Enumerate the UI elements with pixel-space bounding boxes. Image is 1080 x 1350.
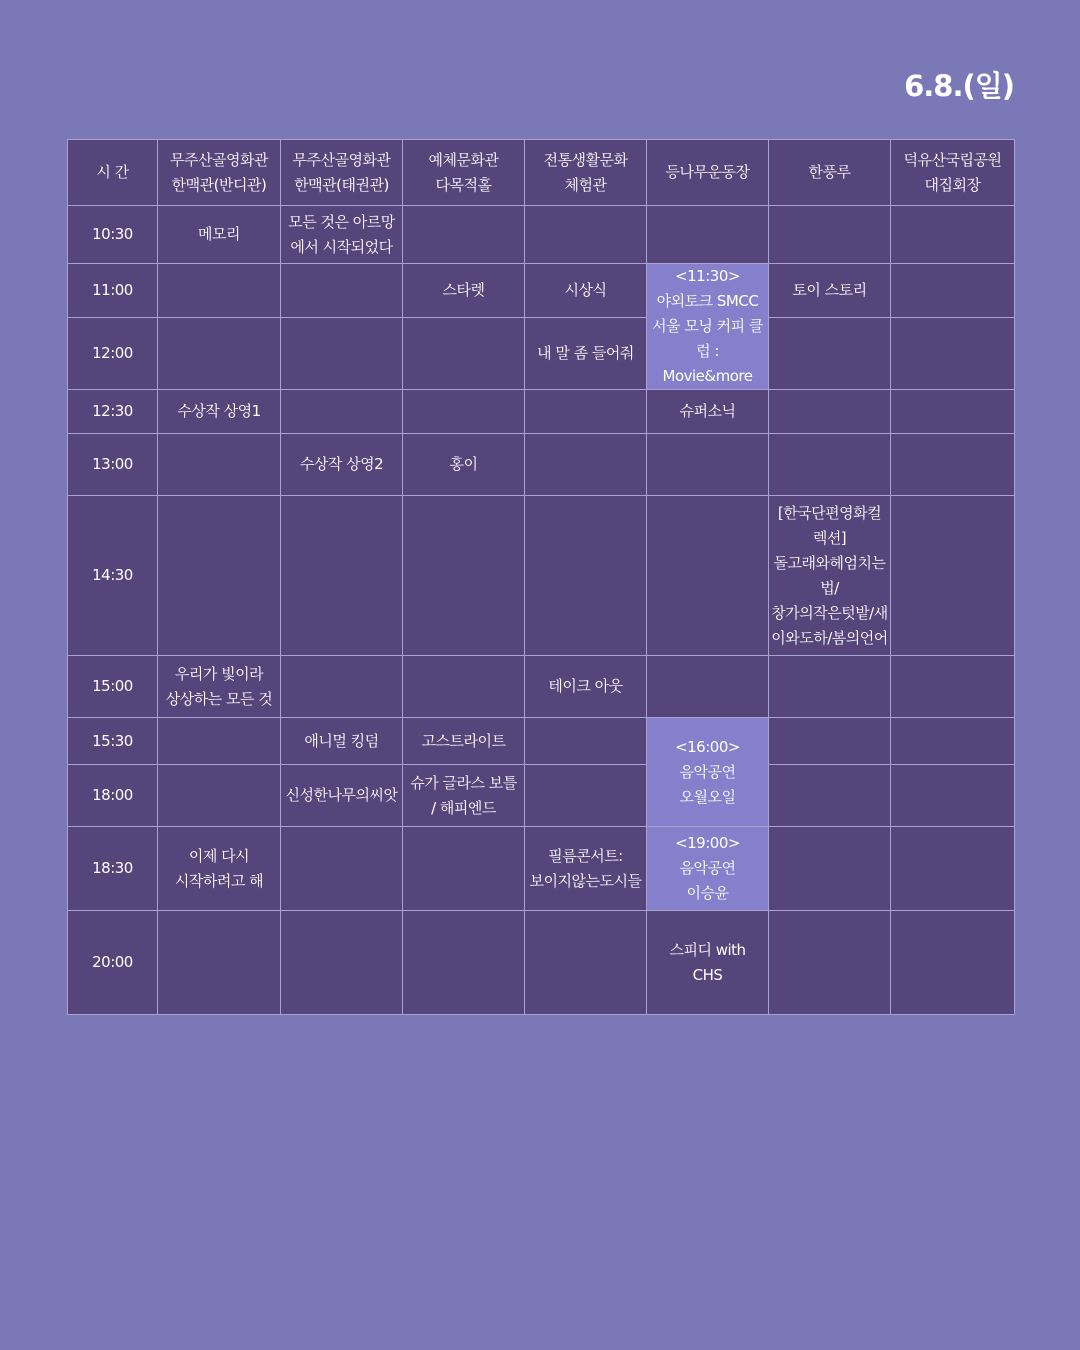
empty-cell xyxy=(525,390,647,434)
empty-cell xyxy=(769,827,891,911)
time-cell: 12:00 xyxy=(68,318,158,390)
empty-cell xyxy=(891,434,1015,496)
empty-cell xyxy=(769,718,891,765)
header-venue-wisteria: 등나무운동장 xyxy=(647,140,769,206)
event-cell: 스타렛 xyxy=(403,264,525,318)
empty-cell xyxy=(158,496,281,656)
empty-cell xyxy=(403,390,525,434)
time-cell: 18:00 xyxy=(68,765,158,827)
empty-cell xyxy=(403,318,525,390)
table-row xyxy=(68,496,1015,656)
table-row xyxy=(68,911,1015,1015)
empty-cell xyxy=(891,496,1015,656)
empty-cell xyxy=(403,911,525,1015)
time-cell: 12:30 xyxy=(68,390,158,434)
empty-cell xyxy=(647,496,769,656)
header-venue-culture-hall: 예체문화관 다목적홀 xyxy=(403,140,525,206)
empty-cell xyxy=(891,318,1015,390)
empty-cell xyxy=(158,318,281,390)
table-row xyxy=(68,390,1015,434)
empty-cell xyxy=(647,206,769,264)
empty-cell xyxy=(525,206,647,264)
event-cell: 신성한나무의씨앗 xyxy=(281,765,403,827)
header-venue-hanpungru: 한풍루 xyxy=(769,140,891,206)
event-cell: 스피디 with CHS xyxy=(647,911,769,1015)
time-cell: 10:30 xyxy=(68,206,158,264)
empty-cell xyxy=(281,656,403,718)
empty-cell xyxy=(525,911,647,1015)
event-cell: 내 말 좀 들어줘 xyxy=(525,318,647,390)
empty-cell xyxy=(891,765,1015,827)
empty-cell xyxy=(525,434,647,496)
time-cell: 20:00 xyxy=(68,911,158,1015)
table-row xyxy=(68,827,1015,911)
empty-cell xyxy=(158,264,281,318)
schedule-table xyxy=(67,139,1015,1015)
header-venue-traditional: 전통생활문화 체험관 xyxy=(525,140,647,206)
event-cell: [한국단편영화컬렉션] 돌고래와헤엄치는법/ 창가의작은텃밭/새 이와도하/봄의언어 xyxy=(769,496,891,656)
empty-cell xyxy=(158,718,281,765)
event-cell: 고스트라이트 xyxy=(403,718,525,765)
event-cell: 필름콘서트: 보이지않는도시들 xyxy=(525,827,647,911)
table-row xyxy=(68,318,1015,390)
header-venue-deogyusan: 덕유산국립공원 대집회장 xyxy=(891,140,1015,206)
event-cell-highlight: <11:30> 야외토크 SMCC 서울 모닝 커피 클 럽 : Movie&more xyxy=(647,264,769,390)
event-cell-highlight: <19:00> 음악공연 이승윤 xyxy=(647,827,769,911)
empty-cell xyxy=(891,827,1015,911)
empty-cell xyxy=(647,434,769,496)
header-venue-bandi: 무주산골영화관 한맥관(반디관) xyxy=(158,140,281,206)
empty-cell xyxy=(891,264,1015,318)
empty-cell xyxy=(403,206,525,264)
header-venue-taekwon: 무주산골영화관 한맥관(태권관) xyxy=(281,140,403,206)
empty-cell xyxy=(403,656,525,718)
empty-cell xyxy=(891,718,1015,765)
event-cell: 시상식 xyxy=(525,264,647,318)
empty-cell xyxy=(891,206,1015,264)
empty-cell xyxy=(769,206,891,264)
table-row xyxy=(68,206,1015,264)
empty-cell xyxy=(525,718,647,765)
header-row xyxy=(68,140,1015,206)
event-cell: 수상작 상영1 xyxy=(158,390,281,434)
empty-cell xyxy=(403,827,525,911)
empty-cell xyxy=(158,765,281,827)
time-cell: 15:00 xyxy=(68,656,158,718)
table-row xyxy=(68,434,1015,496)
event-cell: 슈가 글라스 보틀 / 해피엔드 xyxy=(403,765,525,827)
event-cell: 메모리 xyxy=(158,206,281,264)
time-cell: 11:00 xyxy=(68,264,158,318)
event-cell: 이제 다시 시작하려고 해 xyxy=(158,827,281,911)
event-cell: 애니멀 킹덤 xyxy=(281,718,403,765)
event-cell: 홍이 xyxy=(403,434,525,496)
event-cell-highlight: <16:00> 음악공연 오월오일 xyxy=(647,718,769,827)
empty-cell xyxy=(281,496,403,656)
empty-cell xyxy=(158,911,281,1015)
event-cell: 모든 것은 아르망 에서 시작되었다 xyxy=(281,206,403,264)
empty-cell xyxy=(891,911,1015,1015)
empty-cell xyxy=(769,434,891,496)
empty-cell xyxy=(647,656,769,718)
event-cell: 슈퍼소닉 xyxy=(647,390,769,434)
empty-cell xyxy=(769,765,891,827)
time-cell: 13:00 xyxy=(68,434,158,496)
empty-cell xyxy=(158,434,281,496)
empty-cell xyxy=(891,656,1015,718)
empty-cell xyxy=(281,390,403,434)
empty-cell xyxy=(525,765,647,827)
time-cell: 18:30 xyxy=(68,827,158,911)
empty-cell xyxy=(891,390,1015,434)
event-cell: 수상작 상영2 xyxy=(281,434,403,496)
table-row xyxy=(68,264,1015,318)
time-cell: 14:30 xyxy=(68,496,158,656)
empty-cell xyxy=(281,318,403,390)
empty-cell xyxy=(769,911,891,1015)
table-row xyxy=(68,656,1015,718)
empty-cell xyxy=(769,390,891,434)
empty-cell xyxy=(281,911,403,1015)
header-time: 시 간 xyxy=(68,140,158,206)
event-cell: 토이 스토리 xyxy=(769,264,891,318)
empty-cell xyxy=(281,264,403,318)
event-cell: 우리가 빛이라 상상하는 모든 것 xyxy=(158,656,281,718)
table-row xyxy=(68,718,1015,765)
empty-cell xyxy=(403,496,525,656)
empty-cell xyxy=(769,318,891,390)
date-label: 6.8.(일) xyxy=(904,69,1014,103)
empty-cell xyxy=(769,656,891,718)
event-cell: 테이크 아웃 xyxy=(525,656,647,718)
time-cell: 15:30 xyxy=(68,718,158,765)
table-row xyxy=(68,765,1015,827)
empty-cell xyxy=(525,496,647,656)
empty-cell xyxy=(281,827,403,911)
